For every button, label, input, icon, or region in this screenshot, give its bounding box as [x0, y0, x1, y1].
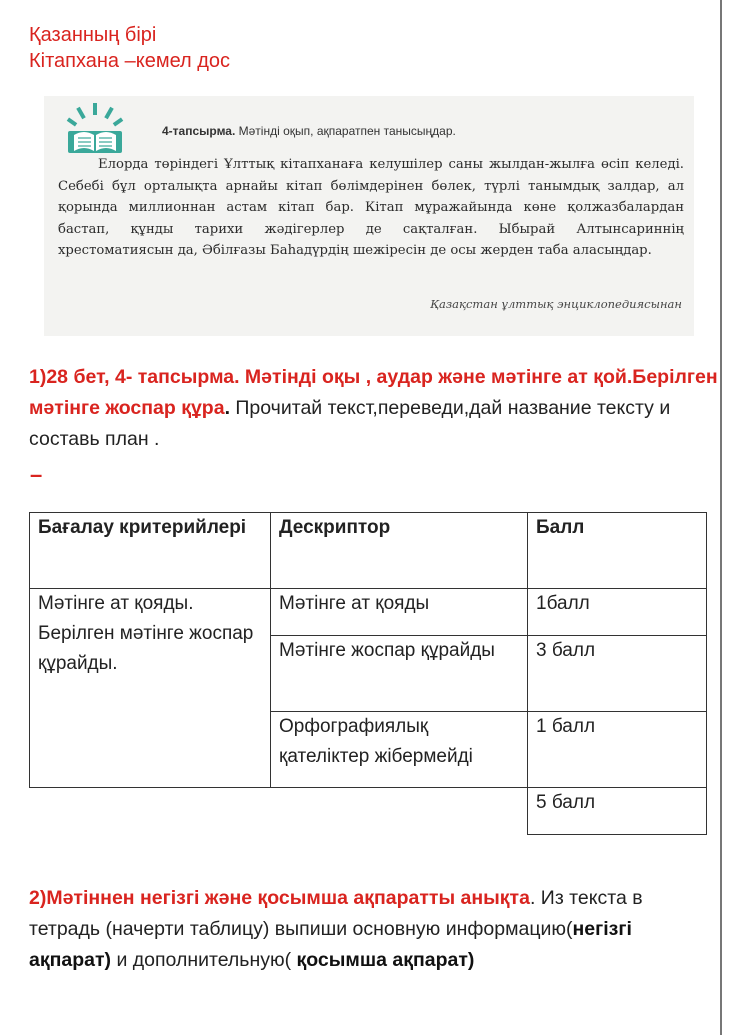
empty-cell — [30, 788, 271, 835]
descriptor-cell: Мәтінге ат қояды — [271, 589, 528, 636]
header-score: Балл — [528, 513, 707, 589]
scan-paragraph — [58, 154, 684, 262]
descriptor-cell: Орфографиялық қателіктер жібермейді — [271, 712, 528, 788]
score-cell: 1 балл — [528, 712, 707, 788]
task-2-text-1: . Из текста в тетрадь (начерти таблицу) выпиши основную информацию( — [29, 887, 643, 940]
title-line-2: Кітапхана –кемел дос — [29, 50, 231, 72]
book-icon — [60, 101, 130, 157]
scan-source: Қазақстан ұлттық энциклопедиясынан — [430, 297, 682, 311]
task-2-bold-2: қосымша ақпарат) — [296, 949, 475, 971]
total-score-cell: 5 балл — [528, 788, 707, 835]
table-header-row — [30, 513, 707, 589]
empty-cell — [271, 788, 528, 835]
page-edge-line — [720, 0, 722, 1035]
title-line-1: Қазанның бірі — [29, 24, 157, 46]
score-cell: 3 балл — [528, 636, 707, 712]
descriptor-cell: Мәтінге жоспар құрайды — [271, 636, 528, 712]
task-2-text-2: и дополнительную( — [111, 949, 297, 971]
task-2-bold-1: негізгі ақпарат) — [29, 918, 632, 971]
scan-task-label: 4-тапсырма. — [162, 124, 236, 138]
assessment-table — [29, 512, 707, 835]
scan-task-instruction — [162, 124, 456, 138]
task-1 — [29, 362, 719, 455]
table-row — [30, 589, 707, 636]
task-1-dot: . — [224, 397, 230, 419]
header-descriptor: Дескриптор — [271, 513, 528, 589]
header-criteria: Бағалау критерийлері — [30, 513, 271, 589]
task-1-red: 1)28 бет, 4- тапсырма. Мәтінді оқы , аудар және мәтінге ат қой.Берілген мәтінге жоспар құра — [29, 366, 718, 419]
red-dash: – — [30, 462, 43, 487]
criterion-cell: Мәтінге ат қояды. Берілген мәтінге жоспар құрайды. — [30, 589, 271, 788]
table-total-row — [30, 788, 707, 835]
score-cell: 1балл — [528, 589, 707, 636]
task-2 — [29, 883, 719, 976]
scan-paragraph-text: Елорда төріндегі Ұлттық кітапханаға келушілер саны жылдан-жылға өсіп келеді. Себебі бұл орталықта арнайы кітап бөлімдерінен бөлек, түрлі танымдық залдар, ал қорында миллионнан астам кітап бар. Кітап мұражайында көне қолжазбалардан бастап, құнды тарихи жәдігерлер де сақталған. Ыбырай Алтынсариннің хрестоматиясын да, Әбілғазы Баһадүрдің шежіресін де осы жерден таба аласыңдар. — [58, 157, 684, 258]
task-2-red: 2)Мәтіннен негізгі және қосымша ақпаратты анықта — [29, 887, 530, 909]
scan-task-text: Мәтінді оқып, ақпаратпен танысыңдар. — [238, 124, 456, 138]
task-1-translation: Прочитай текст,переведи,дай название тексту и составь план . — [29, 397, 671, 450]
textbook-scan — [44, 96, 694, 336]
